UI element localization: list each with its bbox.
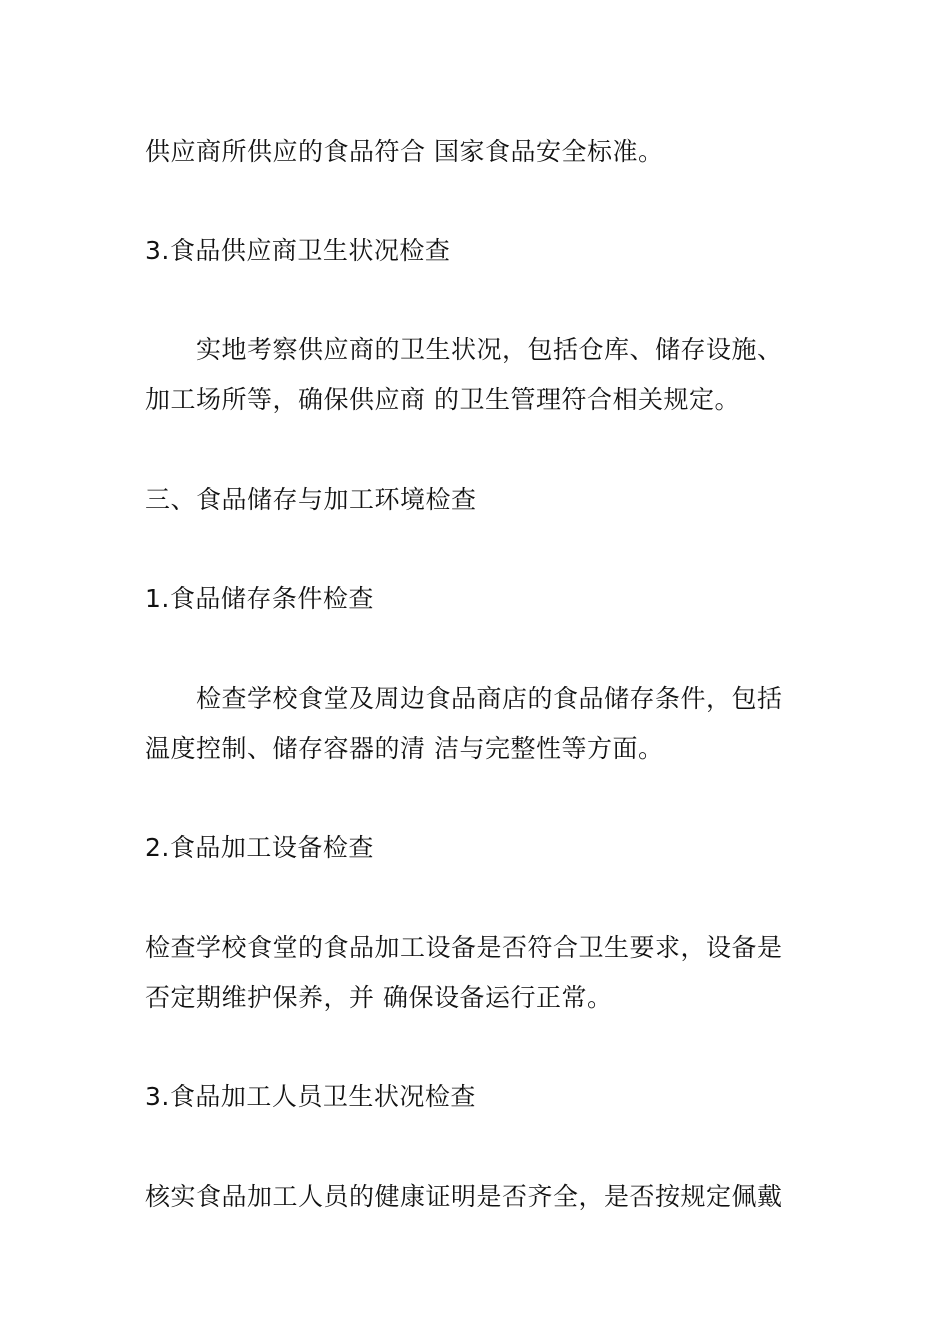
paragraph-equipment-line1: 检查学校食堂的食品加工设备是否符合卫生要求，设备是 bbox=[145, 933, 783, 962]
paragraph-staff-line1: 核实食品加工人员的健康证明是否齐全，是否按规定佩戴 bbox=[145, 1182, 783, 1211]
heading-staff-hygiene: 3.食品加工人员卫生状况检查 bbox=[145, 1082, 476, 1111]
paragraph-supplier-hygiene-line1: 实地考察供应商的卫生状况，包括仓库、储存设施、 bbox=[196, 335, 783, 364]
heading-storage-conditions: 1.食品储存条件检查 bbox=[145, 584, 374, 613]
paragraph-supplier-standard: 供应商所供应的食品符合 国家食品安全标准。 bbox=[145, 137, 664, 166]
paragraph-supplier-hygiene-line2: 加工场所等，确保供应商 的卫生管理符合相关规定。 bbox=[145, 385, 740, 414]
paragraph-storage-line2: 温度控制、储存容器的清 洁与完整性等方面。 bbox=[145, 734, 664, 763]
heading-processing-equipment: 2.食品加工设备检查 bbox=[145, 833, 374, 862]
paragraph-equipment-line2: 否定期维护保养，并 确保设备运行正常。 bbox=[145, 983, 613, 1012]
heading-supplier-hygiene-check: 3.食品供应商卫生状况检查 bbox=[145, 236, 451, 265]
paragraph-storage-line1: 检查学校食堂及周边食品商店的食品储存条件，包括 bbox=[196, 684, 783, 713]
section-heading-storage-processing: 三、食品储存与加工环境检查 bbox=[145, 485, 477, 514]
